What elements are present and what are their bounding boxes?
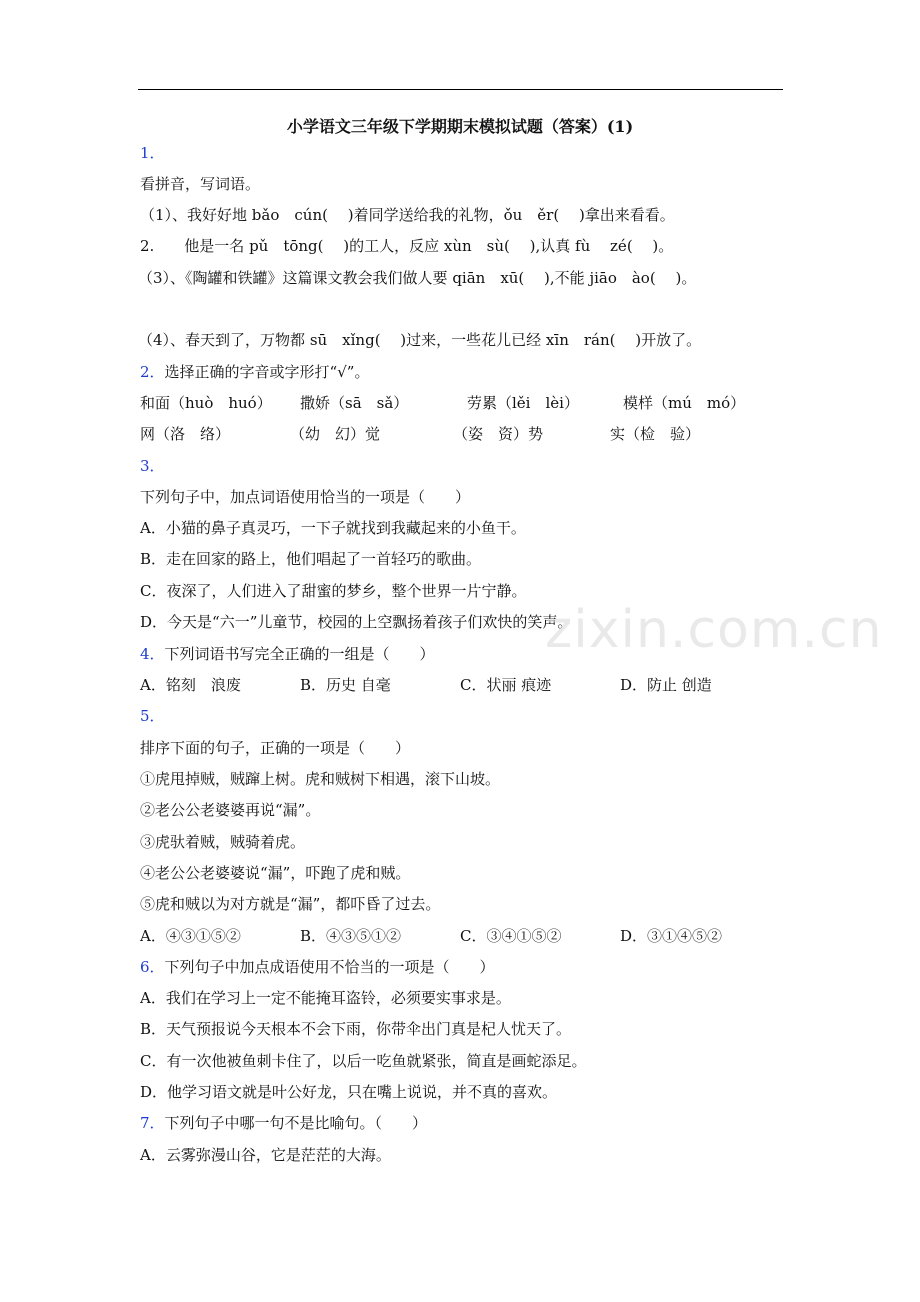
- q2-row1-item: 模样（mú mó）: [623, 394, 746, 412]
- q5-option: A．④③①⑤②: [140, 927, 241, 945]
- q2-row2-item: 实（检 验）: [610, 425, 701, 443]
- q6-prompt: 下列句子中加点成语使用不恰当的一项是（ ）: [164, 958, 495, 976]
- q3-prompt: 下列句子中，加点词语使用恰当的一项是（ ）: [140, 488, 471, 506]
- q3-option: A．小猫的鼻子真灵巧，一下子就找到我藏起来的小鱼干。: [140, 519, 526, 537]
- q2-row2-item: 网（洛 络）: [140, 425, 231, 443]
- q7-prompt: 下列句子中哪一句不是比喻句。（ ）: [164, 1114, 428, 1132]
- q4-option: C．状丽 痕迹: [460, 676, 552, 694]
- q4-prompt: 下列词语书写完全正确的一组是（ ）: [164, 645, 435, 663]
- q5-option: D．③①④⑤②: [620, 927, 723, 945]
- q6-option: B．天气预报说今天根本不会下雨，你带伞出门真是杞人忧天了。: [140, 1020, 572, 1038]
- q3-number: 3．: [140, 457, 165, 475]
- q5-sentence: ⑤虎和贼以为对方就是“漏”，都吓昏了过去。: [140, 895, 441, 913]
- q5-sentence: ②老公公老婆婆再说“漏”。: [140, 801, 321, 819]
- q5-prompt: 排序下面的句子，正确的一项是（ ）: [140, 739, 411, 757]
- q2-prompt: 选择正确的字音或字形打“√”。: [164, 363, 370, 381]
- q4-number: 4．: [140, 645, 165, 663]
- q1-number: 1．: [140, 144, 165, 162]
- q1-line-4: （4）、春天到了，万物都 sū xǐng( )过来，一些花儿已经 xīn rán( )开放了。: [138, 331, 702, 349]
- q6-option: C．有一次他被鱼刺卡住了，以后一吃鱼就紧张，简直是画蛇添足。: [140, 1052, 587, 1070]
- q5-sentence: ④老公公老婆婆说“漏”，吓跑了虎和贼。: [140, 864, 411, 882]
- q5-option: C．③④①⑤②: [460, 927, 562, 945]
- q4-header: [140, 644, 435, 664]
- q1-line-2: 2. 他是一名 pǔ tōng( )的工人，反应 xùn sù( ),认真 fù zé( )。: [140, 237, 674, 255]
- q2-number: 2．: [140, 363, 165, 381]
- q2-row1-item: 和面（huò huó）: [140, 394, 272, 412]
- q3-option: D．今天是“六一”儿童节，校园的上空飘扬着孩子们欢快的笑声。: [140, 613, 573, 631]
- header-rule: [138, 89, 783, 90]
- q2-header: [140, 362, 369, 382]
- q1-line-1: （1）、我好好地 bǎo cún( )着同学送给我的礼物，ǒu ěr( )拿出来看看。: [140, 206, 675, 224]
- q4-option: A．铭刻 浪废: [140, 676, 241, 694]
- q7-option: A．云雾弥漫山谷，它是茫茫的大海。: [140, 1146, 391, 1164]
- q5-sentence: ①虎甩掉贼，贼蹿上树。虎和贼树下相遇，滚下山坡。: [140, 770, 501, 788]
- q1-line-3: （3）、《陶罐和铁罐》这篇课文教会我们做人要 qiān xū( ),不能 jiāo ào( )。: [138, 269, 697, 287]
- q6-header: [140, 957, 495, 977]
- q6-number: 6．: [140, 958, 165, 976]
- q4-option: D．防止 创造: [620, 676, 712, 694]
- q7-header: [140, 1113, 427, 1133]
- q5-sentence: ③虎驮着贼，贼骑着虎。: [140, 833, 306, 851]
- q1-prompt: 看拼音，写词语。: [140, 175, 261, 193]
- watermark-logo: zixin.com.cn: [545, 600, 883, 660]
- q5-number: 5．: [140, 707, 165, 725]
- q6-option: D．他学习语文就是叶公好龙，只在嘴上说说，并不真的喜欢。: [140, 1083, 558, 1101]
- q7-number: 7．: [140, 1114, 165, 1132]
- q3-option: B．走在回家的路上，他们唱起了一首轻巧的歌曲。: [140, 550, 482, 568]
- page-title: 小学语文三年级下学期期末模拟试题（答案）(1): [286, 117, 634, 136]
- q2-row1-item: 劳累（lěi lèi）: [467, 394, 579, 412]
- q6-option: A．我们在学习上一定不能掩耳盗铃，必须要实事求是。: [140, 989, 511, 1007]
- q2-row1-item: 撒娇（sā sǎ）: [300, 394, 409, 412]
- q2-row2-item: （幼 幻）觉: [290, 425, 381, 443]
- q2-row2-item: （姿 资）势: [453, 425, 544, 443]
- q3-option: C．夜深了，人们进入了甜蜜的梦乡，整个世界一片宁静。: [140, 582, 527, 600]
- q4-option: B．历史 自毫: [300, 676, 391, 694]
- q5-option: B．④③⑤①②: [300, 927, 402, 945]
